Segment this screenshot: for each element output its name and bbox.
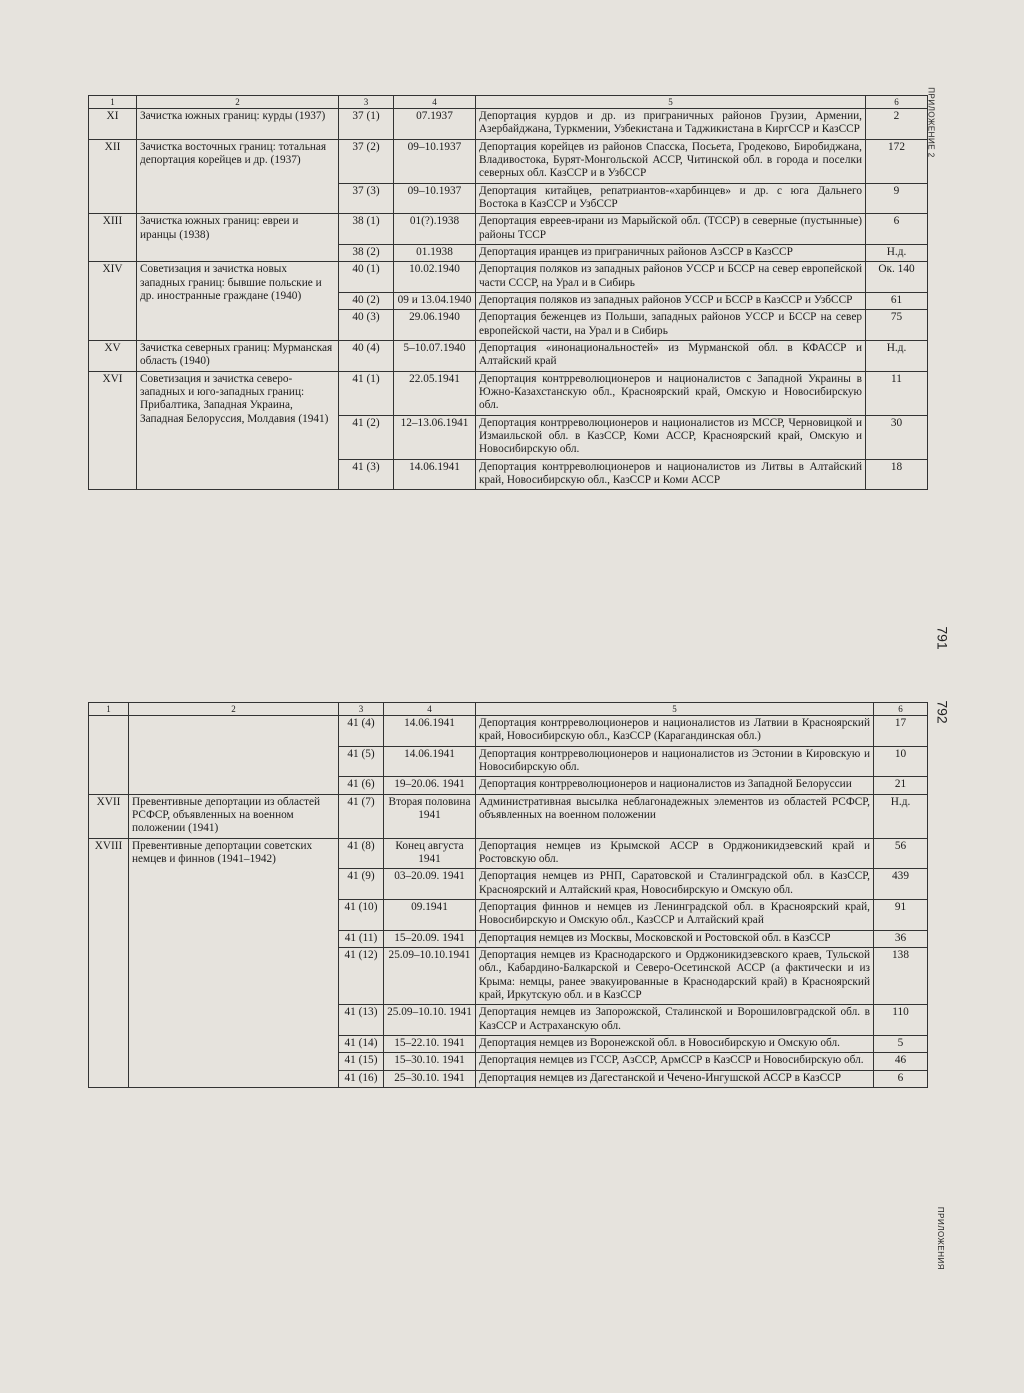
operation-date: 09 и 13.04.1940 — [394, 292, 476, 309]
table-row — [89, 214, 928, 245]
operation-number: 41 (9) — [339, 869, 384, 900]
group-name: Зачистка южных границ: евреи и иранцы (1938) — [137, 214, 339, 262]
group-number: XI — [89, 109, 137, 140]
header-col-1: 1 — [89, 703, 129, 716]
operation-number: 41 (13) — [339, 1005, 384, 1036]
table-row — [89, 371, 928, 415]
group-name: Зачистка южных границ: курды (1937) — [137, 109, 339, 140]
deported-count: 6 — [874, 1070, 928, 1087]
group-name: Советизация и зачистка северо-западных и юго-западных границ: Прибалтика, Западная Украина, Западная Белоруссия, Молдавия (1941) — [137, 371, 339, 490]
group-number: XIII — [89, 214, 137, 262]
header-col-2: 2 — [137, 96, 339, 109]
operation-date: 25–30.10. 1941 — [384, 1070, 476, 1087]
deported-count: 138 — [874, 947, 928, 1004]
deported-count: 18 — [866, 459, 928, 490]
deported-count: 2 — [866, 109, 928, 140]
operation-description: Депортация немцев из ГССР, АзССР, АрмССР в КазССР и Новосибирскую обл. — [476, 1053, 874, 1070]
operation-date: 07.1937 — [394, 109, 476, 140]
deported-count: Ок. 140 — [866, 262, 928, 293]
operation-description: Депортация контрреволюционеров и националистов из Латвии в Красноярский край, Новосибирскую обл., КазССР (Карагандинская обл.) — [476, 716, 874, 747]
operation-date: Конец августа 1941 — [384, 838, 476, 869]
deported-count: 46 — [874, 1053, 928, 1070]
header-col-2: 2 — [129, 703, 339, 716]
deported-count: 5 — [874, 1035, 928, 1052]
operation-number: 40 (2) — [339, 292, 394, 309]
operation-date: 5–10.07.1940 — [394, 340, 476, 371]
operation-date: 14.06.1941 — [384, 746, 476, 777]
operation-date: 09.1941 — [384, 899, 476, 930]
operation-description: Депортация поляков из западных районов УССР и БССР в КазССР и УзбССР — [476, 292, 866, 309]
operation-number: 41 (3) — [339, 459, 394, 490]
operation-number: 41 (14) — [339, 1035, 384, 1052]
group-number: XIV — [89, 262, 137, 341]
running-head-appendix-2: ПРИЛОЖЕНИЕ 2 — [926, 87, 936, 158]
deported-count: 21 — [874, 777, 928, 794]
operation-date: 09–10.1937 — [394, 183, 476, 214]
operation-description: Депортация немцев из РНП, Саратовской и Сталинградской обл. в КазССР, Красноярский и Алтайский края, Новосибирскую и Омскую обл. — [476, 869, 874, 900]
operation-number: 41 (8) — [339, 838, 384, 869]
operation-number: 40 (4) — [339, 340, 394, 371]
operation-description: Депортация курдов и др. из приграничных районов Грузии, Армении, Азербайджана, Туркмении, Узбекистана и Таджикистана в КиргССР и КазССР — [476, 109, 866, 140]
group-number: XVI — [89, 371, 137, 490]
header-col-6: 6 — [866, 96, 928, 109]
deported-count: 172 — [866, 139, 928, 183]
operation-description: Депортация немцев из Воронежской обл. в Новосибирскую и Омскую обл. — [476, 1035, 874, 1052]
operation-date: 15–20.09. 1941 — [384, 930, 476, 947]
deported-count: 11 — [866, 371, 928, 415]
operation-number: 41 (5) — [339, 746, 384, 777]
operation-description: Административная высылка неблагонадежных элементов из областей РСФСР, объявленных на военном положении — [476, 794, 874, 838]
operation-date: 10.02.1940 — [394, 262, 476, 293]
operation-number: 38 (2) — [339, 244, 394, 261]
group-name: Превентивные депортации советских немцев и финнов (1941–1942) — [129, 838, 339, 1087]
operation-number: 38 (1) — [339, 214, 394, 245]
operation-number: 41 (2) — [339, 415, 394, 459]
deported-count: 9 — [866, 183, 928, 214]
deported-count: 17 — [874, 716, 928, 747]
group-name: Превентивные депортации из областей РСФСР, объявленных на военном положении (1941) — [129, 794, 339, 838]
header-col-4: 4 — [384, 703, 476, 716]
operation-date: 01.1938 — [394, 244, 476, 261]
page-number-791: 791 — [934, 626, 951, 650]
operation-number: 37 (1) — [339, 109, 394, 140]
operation-number: 37 (2) — [339, 139, 394, 183]
group-number: XVII — [89, 794, 129, 838]
deported-count: 30 — [866, 415, 928, 459]
group-number: XV — [89, 340, 137, 371]
group-name-continued — [129, 716, 339, 795]
operation-number: 41 (4) — [339, 716, 384, 747]
deported-count: 91 — [874, 899, 928, 930]
operation-number: 41 (7) — [339, 794, 384, 838]
operation-description: Депортация немцев из Запорожской, Сталинской и Ворошиловградской обл. в КазССР и Астраханскую обл. — [476, 1005, 874, 1036]
group-name: Зачистка восточных границ: тотальная депортация корейцев и др. (1937) — [137, 139, 339, 214]
table-row — [89, 109, 928, 140]
table-row — [89, 262, 928, 293]
table-row — [89, 838, 928, 869]
header-col-3: 3 — [339, 703, 384, 716]
operation-description: Депортация контрреволюционеров и националистов из Литвы в Алтайский край, Новосибирскую обл., КазССР и Коми АССР — [476, 459, 866, 490]
header-col-5: 5 — [476, 96, 866, 109]
group-number-continued — [89, 716, 129, 795]
operation-description: Депортация немцев из Крымской АССР в Орджоникидзевский край и Ростовскую обл. — [476, 838, 874, 869]
operation-date: 22.05.1941 — [394, 371, 476, 415]
operation-number: 41 (11) — [339, 930, 384, 947]
group-name: Советизация и зачистка новых западных границ: бывшие польские и др. иностранные граждане (1940) — [137, 262, 339, 341]
operation-date: 29.06.1940 — [394, 310, 476, 341]
group-number: XII — [89, 139, 137, 214]
operation-date: 01(?).1938 — [394, 214, 476, 245]
page-number-792: 792 — [934, 700, 951, 724]
group-number: XVIII — [89, 838, 129, 1087]
operation-date: 14.06.1941 — [394, 459, 476, 490]
operation-description: Депортация «инонациональностей» из Мурманской обл. в КФАССР и Алтайский край — [476, 340, 866, 371]
operation-description: Депортация беженцев из Польши, западных районов УССР и БССР на север европейской части, на Урал и в Сибирь — [476, 310, 866, 341]
table-header-row — [89, 703, 928, 716]
operation-number: 37 (3) — [339, 183, 394, 214]
deported-count: 6 — [866, 214, 928, 245]
operation-description: Депортация евреев-ирани из Марыйской обл. (ТССР) в северные (пустынные) районы ТССР — [476, 214, 866, 245]
operation-date: 15–30.10. 1941 — [384, 1053, 476, 1070]
header-col-6: 6 — [874, 703, 928, 716]
operation-number: 41 (6) — [339, 777, 384, 794]
operation-number: 41 (15) — [339, 1053, 384, 1070]
operation-description: Депортация контрреволюционеров и националистов из Западной Белоруссии — [476, 777, 874, 794]
operation-number: 41 (12) — [339, 947, 384, 1004]
operation-description: Депортация контрреволюционеров и националистов из МССР, Черновицкой и Измаильской обл. в КазССР, Коми АССР, Красноярский край, Омскую и Новосибирскую обл. — [476, 415, 866, 459]
table-row — [89, 794, 928, 838]
table-header-row — [89, 96, 928, 109]
deported-count: 56 — [874, 838, 928, 869]
operation-date: 25.09–10.10.1941 — [384, 947, 476, 1004]
deportation-table-page-791 — [88, 95, 928, 490]
operation-date: 19–20.06. 1941 — [384, 777, 476, 794]
operation-description: Депортация немцев из Краснодарского и Орджоникидзевского краев, Тульской обл., Кабардино-Балкарской и Северо-Осетинской АССР (а фактически и из Крыма: немцы, ранее эвакуированные в Краснодарский край) в Красноярский край, Иркутскую обл. и в КазССР — [476, 947, 874, 1004]
deportation-table-page-792 — [88, 702, 928, 1088]
deported-count: 10 — [874, 746, 928, 777]
group-name: Зачистка северных границ: Мурманская область (1940) — [137, 340, 339, 371]
operation-description: Депортация немцев из Дагестанской и Чечено-Ингушской АССР в КазССР — [476, 1070, 874, 1087]
operation-description: Депортация иранцев из приграничных районов АзССР в КазССР — [476, 244, 866, 261]
operation-number: 41 (16) — [339, 1070, 384, 1087]
operation-number: 40 (3) — [339, 310, 394, 341]
deported-count: Н.д. — [866, 244, 928, 261]
operation-number: 41 (1) — [339, 371, 394, 415]
running-head-appendices: ПРИЛОЖЕНИЯ — [935, 1206, 945, 1271]
header-col-5: 5 — [476, 703, 874, 716]
header-col-4: 4 — [394, 96, 476, 109]
operation-description: Депортация немцев из Москвы, Московской и Ростовской обл. в КазССР — [476, 930, 874, 947]
operation-description: Депортация финнов и немцев из Ленинградской обл. в Красноярский край, Новосибирскую и Омскую обл., КазССР и Алтайский край — [476, 899, 874, 930]
operation-date: 15–22.10. 1941 — [384, 1035, 476, 1052]
operation-number: 40 (1) — [339, 262, 394, 293]
operation-description: Депортация контрреволюционеров и националистов с Западной Украины в Южно-Казахстанскую обл., Красноярский край, Омскую и Новосибирскую обл. — [476, 371, 866, 415]
operation-description: Депортация китайцев, репатриантов-«харбинцев» и др. с юга Дальнего Востока в КазССР и УзбССР — [476, 183, 866, 214]
deported-count: 75 — [866, 310, 928, 341]
operation-description: Депортация поляков из западных районов УССР и БССР на север европейской части СССР, на Урал и в Сибирь — [476, 262, 866, 293]
table-row — [89, 139, 928, 183]
operation-description: Депортация контрреволюционеров и националистов из Эстонии в Кировскую и Новосибирскую обл. — [476, 746, 874, 777]
operation-date: 12–13.06.1941 — [394, 415, 476, 459]
header-col-3: 3 — [339, 96, 394, 109]
deported-count: 36 — [874, 930, 928, 947]
deported-count: 110 — [874, 1005, 928, 1036]
operation-date: Вторая половина 1941 — [384, 794, 476, 838]
operation-date: 03–20.09. 1941 — [384, 869, 476, 900]
deported-count: Н.д. — [874, 794, 928, 838]
operation-date: 09–10.1937 — [394, 139, 476, 183]
deported-count: 439 — [874, 869, 928, 900]
operation-description: Депортация корейцев из районов Спасска, Посьета, Гродеково, Биробиджана, Владивостока, Бурят-Монгольской АССР, Читинской обл. в города и поселки северных обл. КазССР и в УзбССР — [476, 139, 866, 183]
table-row — [89, 340, 928, 371]
table-row — [89, 716, 928, 747]
operation-number: 41 (10) — [339, 899, 384, 930]
deported-count: Н.д. — [866, 340, 928, 371]
header-col-1: 1 — [89, 96, 137, 109]
operation-date: 25.09–10.10. 1941 — [384, 1005, 476, 1036]
deported-count: 61 — [866, 292, 928, 309]
operation-date: 14.06.1941 — [384, 716, 476, 747]
